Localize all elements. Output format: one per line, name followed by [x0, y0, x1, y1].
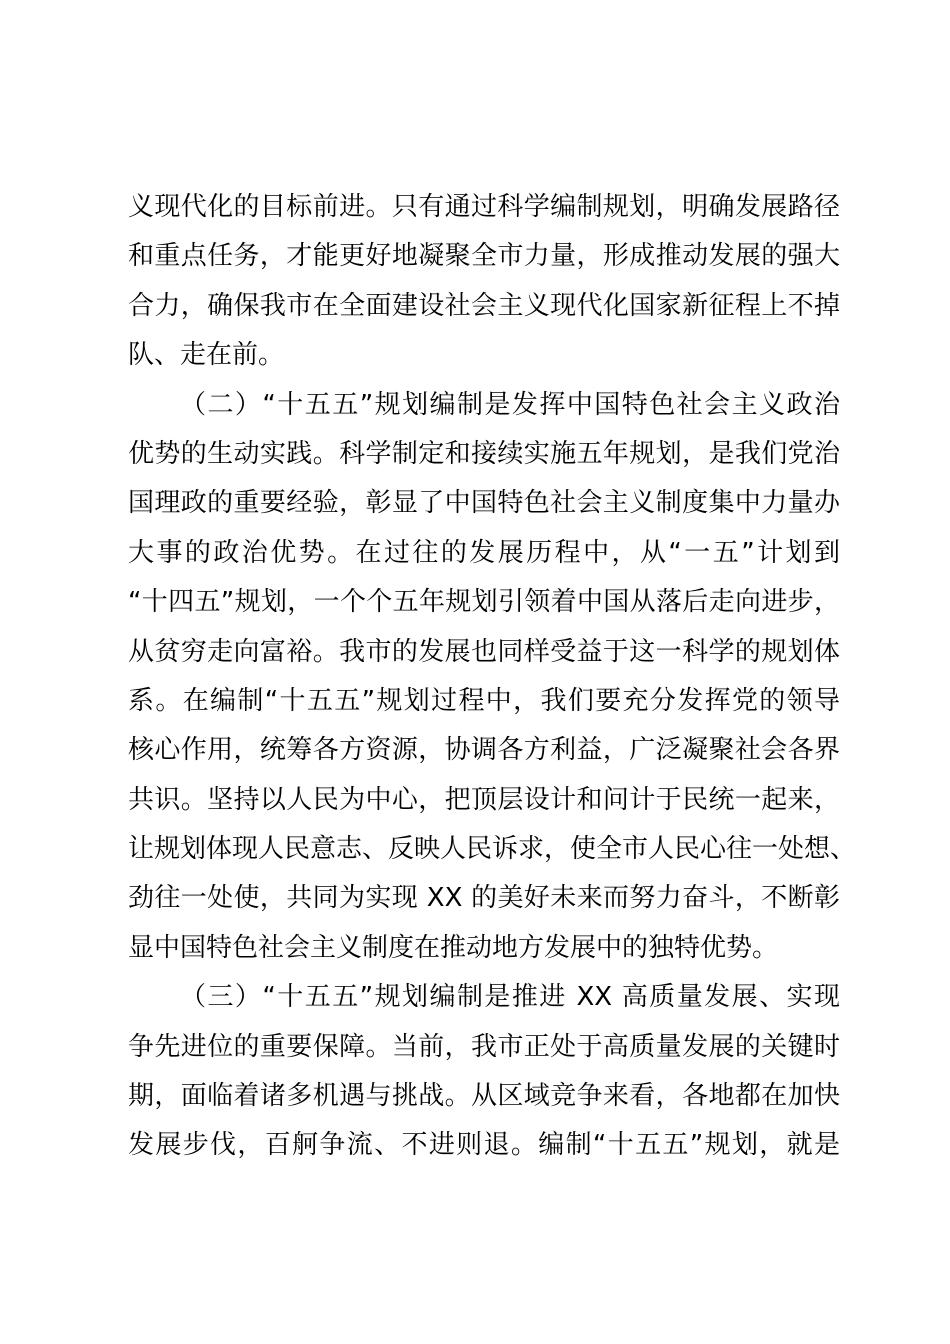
text-line: 争先进位的重要保障。当前，我市正处于高质量发展的关键时	[128, 1031, 840, 1062]
text-line: 优势的生动实践。科学制定和接续实施五年规划，是我们党治	[128, 438, 840, 469]
text-line: 从贫穷走向富裕。我市的发展也同样受益于这一科学的规划体	[128, 636, 840, 667]
body-text	[128, 183, 857, 1171]
text-line: （三）“十五五”规划编制是推进 XX 高质量发展、实现	[180, 982, 840, 1013]
text-line: （二）“十五五”规划编制是发挥中国特色社会主义政治	[180, 389, 840, 420]
text-line: 让规划体现人民意志、反映人民诉求，使全市人民心往一处想、	[128, 834, 857, 865]
text-line: 劲往一处使，共同为实现 XX 的美好未来而努力奋斗，不断彰	[128, 883, 840, 914]
text-line: 系。在编制“十五五”规划过程中，我们要充分发挥党的领导	[128, 685, 840, 716]
text-line: 核心作用，统筹各方资源，协调各方利益，广泛凝聚社会各界	[128, 735, 840, 766]
text-line: 期，面临着诸多机遇与挑战。从区域竞争来看，各地都在加快	[128, 1081, 840, 1112]
text-line: 大事的政治优势。在过往的发展历程中，从“一五”计划到	[128, 537, 840, 568]
text-line: 显中国特色社会主义制度在推动地方发展中的独特优势。	[128, 932, 779, 963]
text-line: 合力，确保我市在全面建设社会主义现代化国家新征程上不掉	[128, 290, 840, 321]
text-line: 队、走在前。	[128, 340, 285, 371]
text-line: 发展步伐，百舸争流、不进则退。编制“十五五”规划，就是	[128, 1130, 840, 1161]
text-line: 共识。坚持以人民为中心，把顶层设计和问计于民统一起来，	[128, 784, 840, 815]
text-line: 和重点任务，才能更好地凝聚全市力量，形成推动发展的强大	[128, 241, 840, 272]
text-line: 义现代化的目标前进。只有通过科学编制规划，明确发展路径	[128, 192, 840, 222]
text-line: 国理政的重要经验，彰显了中国特色社会主义制度集中力量办	[128, 488, 840, 519]
text-line: “十四五”规划，一个个五年规划引领着中国从落后走向进步，	[128, 587, 840, 618]
